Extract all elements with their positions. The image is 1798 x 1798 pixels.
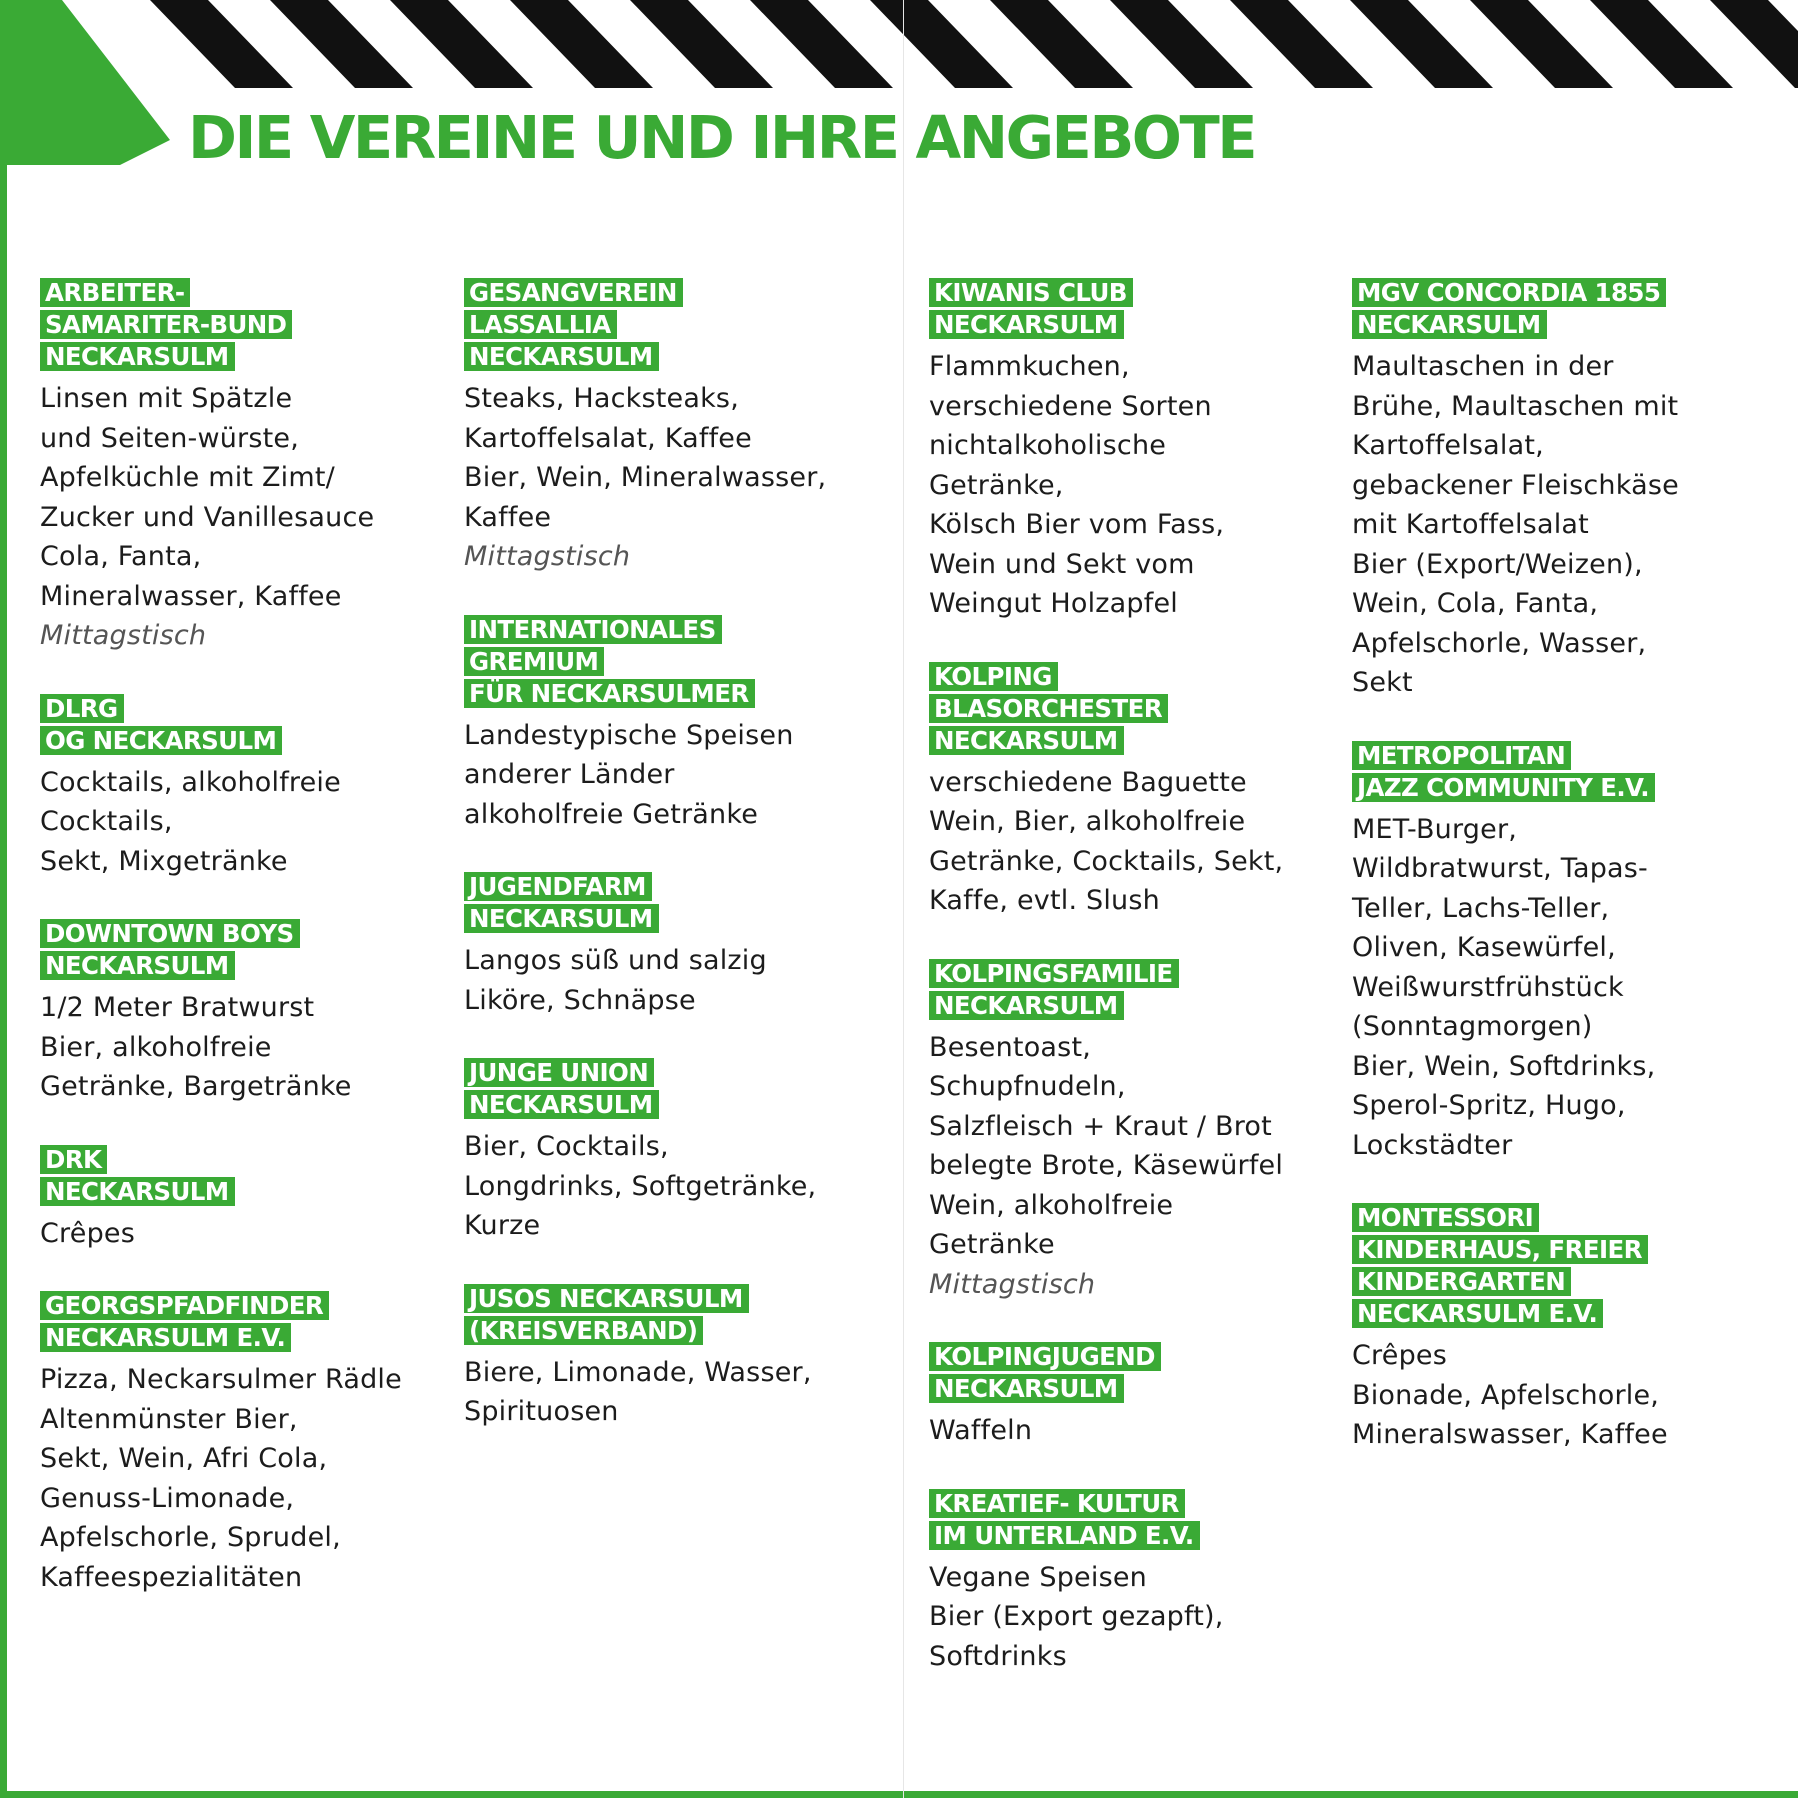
offer-line: Bier, Wein, Softdrinks, (1352, 1050, 1656, 1082)
club-name-badge (929, 278, 1283, 342)
club-entry (40, 694, 402, 882)
club-name-line: GREMIUM (464, 647, 604, 676)
club-name-line: JUNGE UNION (464, 1058, 654, 1087)
club-name-line: SAMARITER-BUND (40, 310, 292, 339)
offer-line: Spirituosen (464, 1396, 619, 1427)
offer-line: Biere, Limonade, Wasser, (464, 1356, 812, 1388)
offer-line: Maultaschen in der (1352, 351, 1614, 382)
club-name-line: MONTESSORI (1352, 1203, 1539, 1232)
club-entry (929, 662, 1283, 921)
offer-line: Longdrinks, Softgetränke, (464, 1170, 817, 1202)
offer-line: Brühe, Maultaschen mit (1352, 390, 1679, 422)
offer-line: Wein, alkoholfreie (929, 1189, 1174, 1221)
club-entry (929, 959, 1283, 1305)
offer-line: Bier, alkoholfreie (40, 1031, 272, 1063)
club-entry (929, 278, 1283, 624)
offer-line: und Seiten-würste, (40, 422, 299, 454)
club-name-badge (40, 278, 402, 374)
club-name-badge (40, 1145, 402, 1209)
club-entry (1352, 278, 1679, 703)
club-name-line: BLASORCHESTER (929, 694, 1168, 723)
club-name-line: IM UNTERLAND E.V. (929, 1521, 1200, 1550)
offer-line: Kölsch Bier vom Fass, (929, 509, 1225, 540)
club-name-line: KIWANIS CLUB (929, 278, 1133, 307)
club-name-line: KOLPINGSFAMILIE (929, 959, 1179, 988)
offer-line: Apfelküchle mit Zimt/ (40, 462, 335, 493)
mittagstisch-note: Mittagstisch (464, 541, 631, 572)
offer-line: MET-Burger, (1352, 813, 1518, 845)
offer-line: anderer Länder (464, 759, 675, 790)
offer-line: verschiedene Sorten (929, 390, 1212, 422)
club-name-line: KOLPINGJUGEND (929, 1342, 1161, 1371)
club-name-badge (40, 1291, 402, 1355)
black-stripe (510, 0, 653, 88)
offer-line: Apfelschorle, Wasser, (1352, 627, 1647, 659)
club-name-badge (929, 959, 1283, 1023)
club-entry (464, 872, 826, 1020)
black-stripe (1230, 0, 1373, 88)
black-stripe (1110, 0, 1253, 88)
club-name-line: JUSOS NECKARSULM (464, 1284, 749, 1313)
offer-line: Landestypische Speisen (464, 719, 794, 751)
offer-line: Genuss-Limonade, (40, 1482, 295, 1514)
club-name-badge (40, 694, 402, 758)
offer-line: verschiedene Baguette (929, 766, 1247, 798)
club-entry (929, 1489, 1283, 1677)
offer-line: Softdrinks (929, 1640, 1067, 1672)
club-name-line: NECKARSULM (1352, 310, 1547, 339)
offer-line: Kartoffelsalat, Kaffee (464, 422, 752, 454)
club-name-line: KOLPING (929, 662, 1058, 691)
black-stripe (630, 0, 773, 88)
club-name-line: NECKARSULM (40, 951, 235, 980)
offer-line: Linsen mit Spätzle (40, 383, 293, 414)
club-entry (1352, 741, 1679, 1166)
offer-line: Teller, Lachs-Teller, (1352, 892, 1610, 924)
offer-line: Flammkuchen, (929, 351, 1130, 382)
club-name-line: NECKARSULM (40, 1177, 235, 1206)
club-name-line: DLRG (40, 694, 124, 723)
offer-line: Vegane Speisen (929, 1561, 1147, 1593)
offer-line: Kurze (464, 1210, 541, 1241)
club-name-badge (1352, 278, 1679, 342)
club-name-line: NECKARSULM (464, 342, 659, 371)
club-name-badge (464, 615, 826, 711)
column-2 (464, 278, 826, 1470)
offer-line: Kaffeespezialitäten (40, 1561, 303, 1593)
black-stripe (1710, 0, 1798, 88)
club-name-line: NECKARSULM (40, 342, 235, 371)
mittagstisch-note: Mittagstisch (40, 620, 207, 651)
offer-line: Bier (Export/Weizen), (1352, 548, 1643, 580)
offer-line: Sekt, Wein, Afri Cola, (40, 1443, 328, 1474)
club-name-line: JUGENDFARM (464, 872, 652, 901)
club-entry (40, 278, 402, 656)
offer-line: belegte Brote, Käsewürfel (929, 1150, 1284, 1181)
offer-line: Weißwurstfrühstück (1352, 971, 1624, 1003)
offer-line: Cola, Fanta, (40, 541, 202, 572)
offer-line: Wein und Sekt vom (929, 548, 1195, 580)
offer-line: Mineralswasser, Kaffee (1352, 1419, 1668, 1450)
club-name-line: NECKARSULM E.V. (1352, 1299, 1603, 1328)
black-stripe (750, 0, 893, 88)
offer-line: Bier (Export gezapft), (929, 1601, 1224, 1632)
page-fold-line (903, 0, 904, 1798)
club-name-line: METROPOLITAN (1352, 741, 1571, 770)
offer-line: Getränke, Cocktails, Sekt, (929, 845, 1284, 877)
offer-line: Langos süß und salzig (464, 945, 767, 976)
club-name-badge (40, 919, 402, 983)
club-entry (40, 1291, 402, 1597)
club-name-line: ARBEITER- (40, 278, 190, 307)
club-entry (40, 919, 402, 1107)
offer-line: Zucker und Vanillesauce (40, 501, 375, 533)
club-name-badge (929, 662, 1283, 758)
club-name-line: NECKARSULM (929, 991, 1124, 1020)
offer-line: Wildbratwurst, Tapas- (1352, 853, 1648, 884)
offer-line: Oliven, Kasewürfel, (1352, 932, 1616, 963)
club-name-badge (929, 1342, 1283, 1406)
offer-line: Pizza, Neckarsulmer Rädle (40, 1364, 402, 1395)
club-name-line: INTERNATIONALES (464, 615, 722, 644)
offer-line: Sperol-Spritz, Hugo, (1352, 1090, 1626, 1121)
green-corner-stripe (0, 0, 170, 165)
offer-line: nichtalkoholische (929, 430, 1167, 461)
offer-line: alkoholfreie Getränke (464, 798, 759, 830)
black-stripe (270, 0, 413, 88)
offer-line: Bionade, Apfelschorle, (1352, 1379, 1660, 1411)
club-entry (40, 1145, 402, 1254)
column-1 (40, 278, 402, 1635)
offer-line: Bier, Cocktails, (464, 1131, 669, 1162)
offer-line: Sekt (1352, 667, 1413, 698)
club-name-line: FÜR NECKARSULMER (464, 679, 755, 708)
club-name-badge (464, 1058, 826, 1122)
offer-line: Altenmünster Bier, (40, 1403, 298, 1435)
offer-line: Crêpes (1352, 1340, 1447, 1371)
offer-line: Bier, Wein, Mineralwasser, (464, 462, 827, 493)
club-entry (464, 1058, 826, 1246)
offer-line: Cocktails, (40, 806, 173, 837)
black-stripe (870, 0, 1013, 88)
club-name-line: DOWNTOWN BOYS (40, 919, 300, 948)
club-name-line: NECKARSULM (929, 726, 1124, 755)
column-3 (929, 278, 1283, 1714)
offer-line: mit Kartoffelsalat (1352, 509, 1589, 540)
offer-line: Crêpes (40, 1217, 135, 1249)
black-stripe (150, 0, 293, 88)
offer-line: Wein, Bier, alkoholfreie (929, 806, 1246, 837)
club-entry (464, 1284, 826, 1432)
offer-line: 1/2 Meter Bratwurst (40, 992, 315, 1023)
offer-line: Kaffe, evtl. Slush (929, 885, 1160, 916)
offer-line: Kaffee (464, 501, 552, 533)
offer-line: Weingut Holzapfel (929, 588, 1178, 619)
offer-line: Cocktails, alkoholfreie (40, 766, 341, 798)
club-name-line: GESANGVEREIN (464, 278, 683, 307)
offer-line: Salzfleisch + Kraut / Brot (929, 1110, 1272, 1142)
club-name-line: NECKARSULM (929, 1374, 1124, 1403)
club-name-badge (464, 278, 826, 374)
offer-line: Liköre, Schnäpse (464, 984, 696, 1016)
offer-line: (Sonntagmorgen) (1352, 1011, 1593, 1042)
club-name-line: DRK (40, 1145, 107, 1174)
offer-line: Lockstädter (1352, 1129, 1513, 1161)
black-stripe (1590, 0, 1733, 88)
club-name-line: (KREISVERBAND) (464, 1316, 703, 1345)
column-4 (1352, 278, 1679, 1493)
offer-line: Steaks, Hacksteaks, (464, 383, 739, 414)
club-name-line: NECKARSULM (929, 310, 1124, 339)
black-stripe (1470, 0, 1613, 88)
offer-line: Getränke, Bargetränke (40, 1071, 352, 1102)
black-stripe (390, 0, 533, 88)
offer-line: Besentoast, (929, 1031, 1092, 1063)
black-stripe (990, 0, 1133, 88)
page-title: DIE VEREINE UND IHRE ANGEBOTE (188, 103, 1255, 172)
club-name-line: MGV CONCORDIA 1855 (1352, 278, 1666, 307)
club-name-line: NECKARSULM E.V. (40, 1323, 291, 1352)
club-name-line: LASSALLIA (464, 310, 617, 339)
club-name-line: NECKARSULM (464, 904, 659, 933)
club-name-badge (464, 872, 826, 936)
club-name-badge (929, 1489, 1283, 1553)
club-name-line: KREATIEF- KULTUR (929, 1489, 1185, 1518)
club-entry (464, 615, 826, 835)
offer-line: Apfelschorle, Sprudel, (40, 1522, 341, 1553)
club-entry (1352, 1203, 1679, 1455)
mittagstisch-note: Mittagstisch (929, 1268, 1096, 1300)
offer-line: Wein, Cola, Fanta, (1352, 588, 1599, 619)
offer-line: Mineralwasser, Kaffee (40, 580, 342, 612)
offer-line: Getränke (929, 1229, 1055, 1260)
club-name-badge (1352, 1203, 1679, 1331)
club-name-line: GEORGSPFADFINDER (40, 1291, 329, 1320)
club-name-line: JAZZ COMMUNITY E.V. (1352, 773, 1655, 802)
offer-line: Kartoffelsalat, (1352, 430, 1544, 461)
club-name-badge (1352, 741, 1679, 805)
black-stripe (1350, 0, 1493, 88)
left-green-edge (0, 0, 7, 1798)
club-name-line: KINDERGARTEN (1352, 1267, 1571, 1296)
club-name-line: NECKARSULM (464, 1090, 659, 1119)
offer-line: Schupfnudeln, (929, 1071, 1126, 1102)
offer-line: gebackener Fleischkäse (1352, 469, 1679, 501)
club-name-badge (464, 1284, 826, 1348)
club-name-line: OG NECKARSULM (40, 726, 282, 755)
offer-line: Waffeln (929, 1415, 1033, 1446)
offer-line: Sekt, Mixgetränke (40, 845, 288, 877)
bottom-green-edge (0, 1791, 1798, 1798)
club-name-line: KINDERHAUS, FREIER (1352, 1235, 1648, 1264)
club-entry (929, 1342, 1283, 1451)
offer-line: Getränke, (929, 469, 1064, 501)
club-entry (464, 278, 826, 577)
